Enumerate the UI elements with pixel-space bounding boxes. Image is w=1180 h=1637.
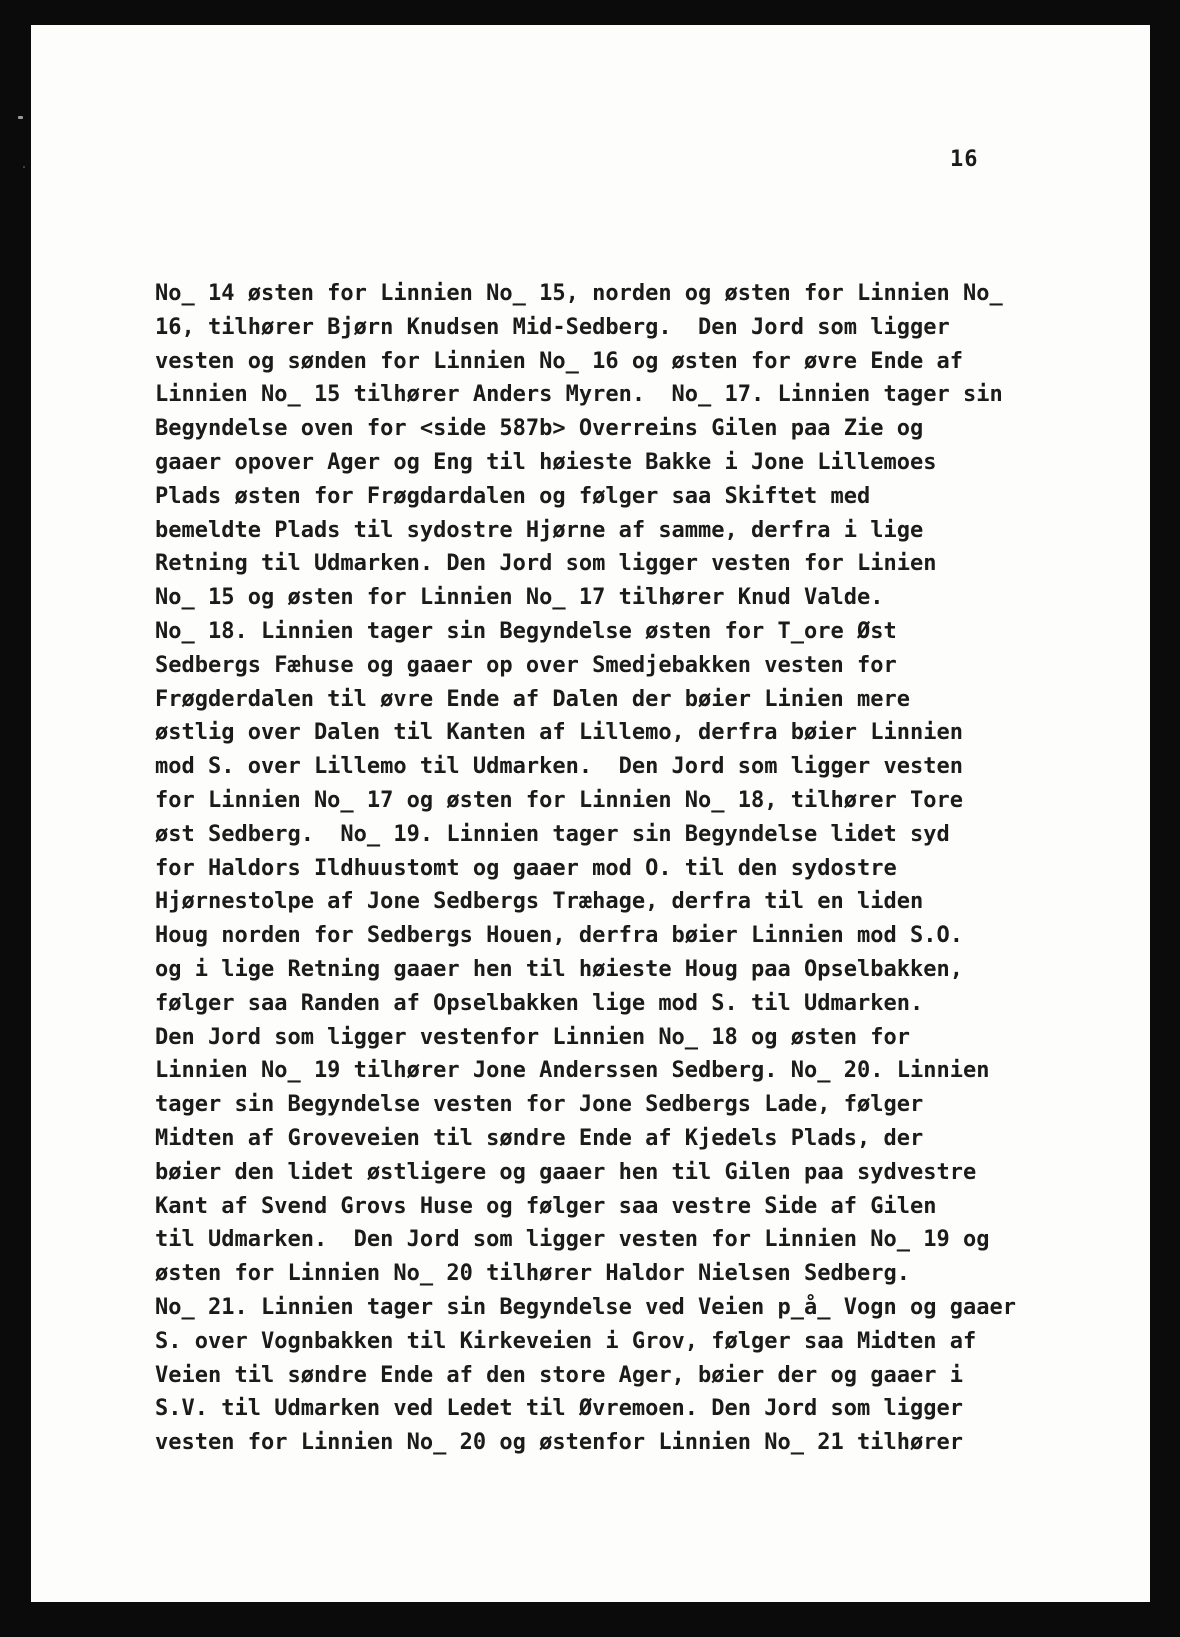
text-line: og i lige Retning gaaer hen til høieste Houg paa Opselbakken,	[155, 956, 963, 982]
text-line: Midten af Groveveien til søndre Ende af Kjedels Plads, der	[155, 1125, 924, 1151]
document-text	[155, 277, 1016, 1460]
text-line: Begyndelse oven for <side 587b> Overreins Gilen paa Zie og	[155, 416, 924, 442]
text-line: følger saa Randen af Opselbakken lige mod S. til Udmarken.	[155, 990, 924, 1016]
text-line: for Linnien No̲ 17 og østen for Linnien No̲ 18, tilhører Tore	[155, 787, 963, 813]
text-line: bemeldte Plads til sydostre Hjørne af samme, derfra i lige	[155, 517, 924, 543]
dust-speck	[18, 116, 23, 119]
text-line: Hjørnestolpe af Jone Sedbergs Træhage, derfra til en liden	[155, 889, 924, 915]
text-line: No̲ 21. Linnien tager sin Begyndelse ved Veien p̲å̲ Vogn og gaaer	[155, 1294, 1016, 1320]
text-line: Retning til Udmarken. Den Jord som ligger vesten for Linien	[155, 551, 937, 577]
text-line: Linnien No̲ 15 tilhører Anders Myren. No̲ 17. Linnien tager sin	[155, 382, 1003, 408]
text-line: øst Sedberg. No̲ 19. Linnien tager sin Begyndelse lidet syd	[155, 821, 950, 847]
dust-speck	[23, 166, 25, 168]
text-line: Sedbergs Fæhuse og gaaer op over Smedjebakken vesten for	[155, 652, 897, 678]
text-line: Kant af Svend Grovs Huse og følger saa vestre Side af Gilen	[155, 1193, 937, 1219]
text-line: vesten og sønden for Linnien No̲ 16 og østen for øvre Ende af	[155, 348, 963, 374]
text-line: gaaer opover Ager og Eng til høieste Bakke i Jone Lillemoes	[155, 449, 937, 475]
text-line: No̲ 18. Linnien tager sin Begyndelse østen for T̲ore Øst	[155, 618, 897, 644]
text-line: tager sin Begyndelse vesten for Jone Sedbergs Lade, følger	[155, 1092, 924, 1118]
text-line: 16, tilhører Bjørn Knudsen Mid-Sedberg. Den Jord som ligger	[155, 314, 950, 340]
text-line: til Udmarken. Den Jord som ligger vesten for Linnien No̲ 19 og	[155, 1227, 990, 1253]
text-line: bøier den lidet østligere og gaaer hen til Gilen paa sydvestre	[155, 1159, 977, 1185]
text-line: Plads østen for Frøgdardalen og følger saa Skiftet med	[155, 483, 871, 509]
text-line: østen for Linnien No̲ 20 tilhører Haldor Nielsen Sedberg.	[155, 1261, 910, 1287]
text-line: vesten for Linnien No̲ 20 og østenfor Linnien No̲ 21 tilhører	[155, 1430, 963, 1456]
text-line: Den Jord som ligger vestenfor Linnien No̲ 18 og østen for	[155, 1024, 910, 1050]
page-number: 16	[950, 147, 979, 172]
text-line: for Haldors Ildhuustomt og gaaer mod O. til den sydostre	[155, 855, 897, 881]
document-page	[31, 25, 1150, 1602]
text-line: No̲ 15 og østen for Linnien No̲ 17 tilhører Knud Valde.	[155, 585, 884, 611]
text-line: Frøgderdalen til øvre Ende af Dalen der bøier Linien mere	[155, 686, 910, 712]
text-line: S.V. til Udmarken ved Ledet til Øvremoen. Den Jord som ligger	[155, 1396, 963, 1422]
text-line: mod S. over Lillemo til Udmarken. Den Jord som ligger vesten	[155, 754, 963, 780]
text-line: østlig over Dalen til Kanten af Lillemo, derfra bøier Linnien	[155, 720, 963, 746]
text-line: Veien til søndre Ende af den store Ager, bøier der og gaaer i	[155, 1362, 963, 1388]
text-line: No̲ 14 østen for Linnien No̲ 15, norden og østen for Linnien No̲	[155, 281, 1003, 306]
text-line: Houg norden for Sedbergs Houen, derfra bøier Linnien mod S.O.	[155, 923, 963, 949]
text-line: Linnien No̲ 19 tilhører Jone Anderssen Sedberg. No̲ 20. Linnien	[155, 1058, 990, 1084]
text-line: S. over Vognbakken til Kirkeveien i Grov, følger saa Midten af	[155, 1328, 977, 1354]
